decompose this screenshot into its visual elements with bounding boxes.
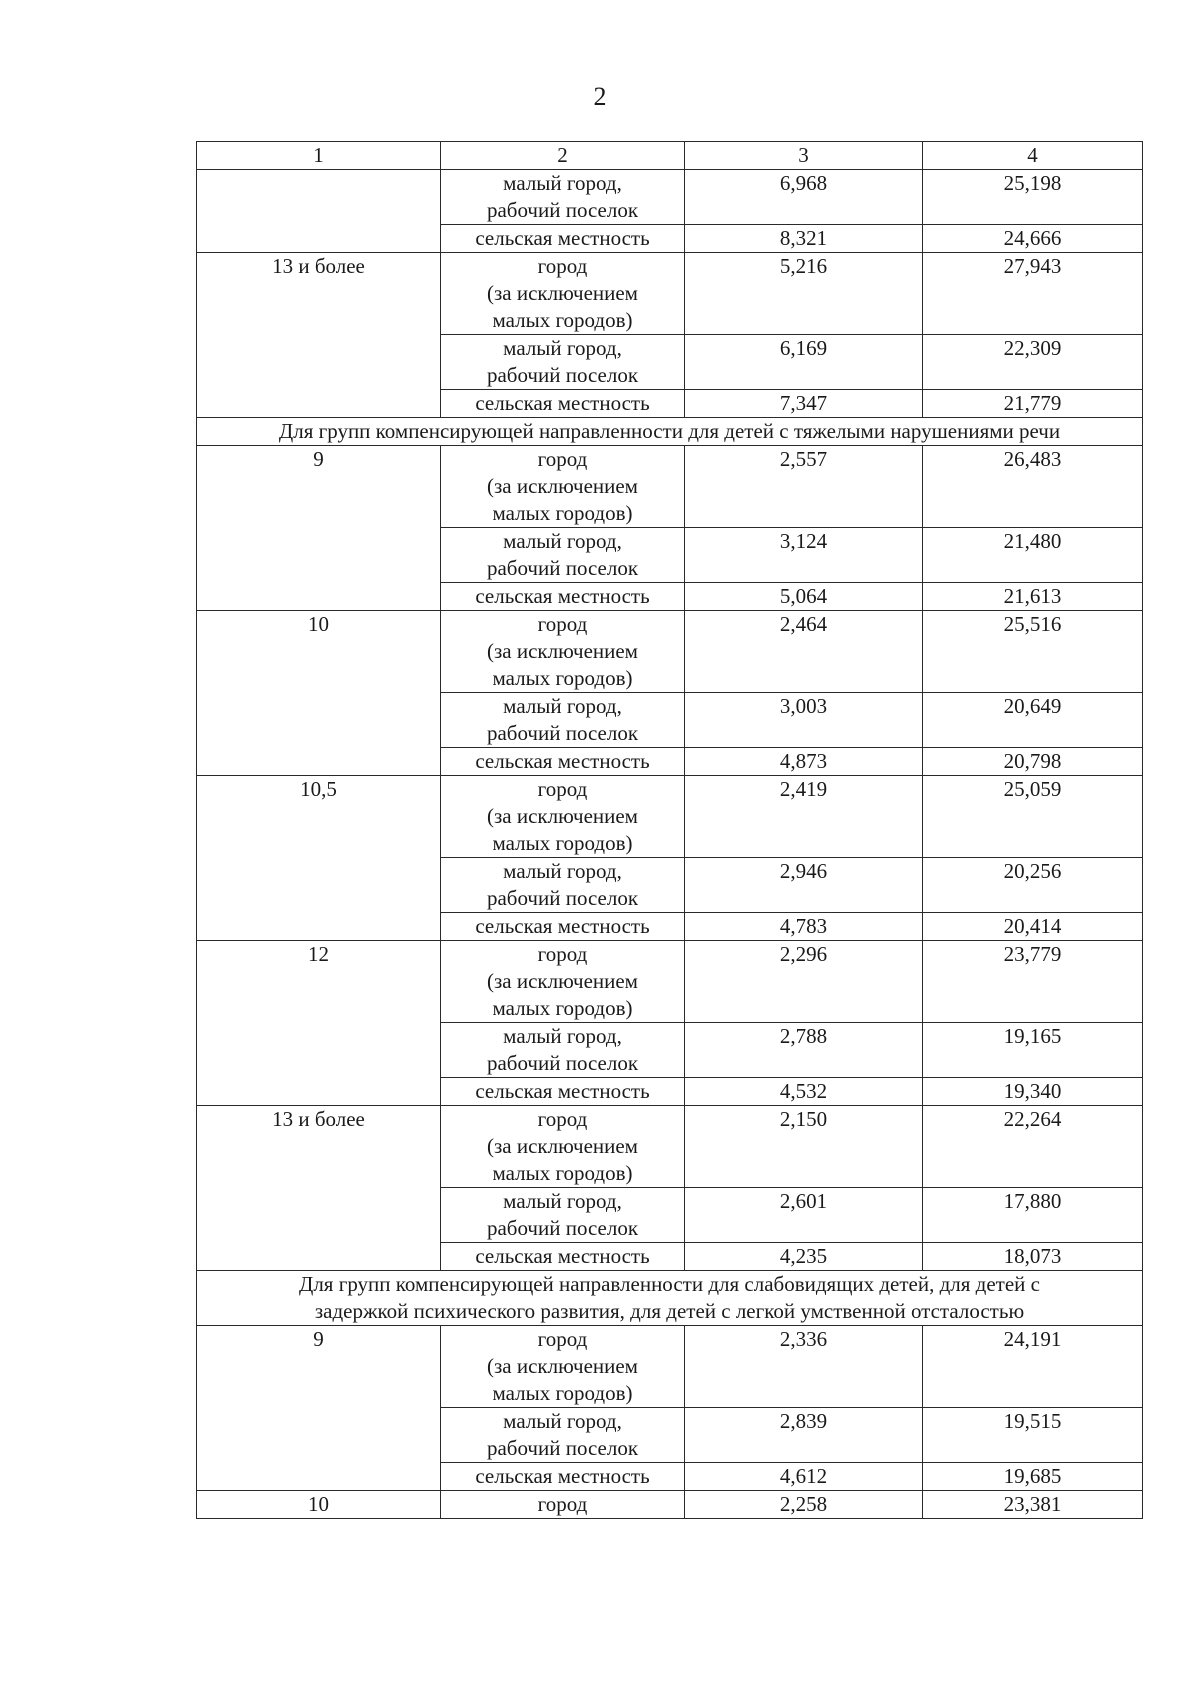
value-cell-3: 6,169 [685,335,923,390]
value-cell-3: 2,296 [685,941,923,1023]
value-cell-4: 19,165 [923,1023,1143,1078]
table-row [197,1106,1143,1188]
value-cell-4: 20,649 [923,693,1143,748]
locality-cell: город (за исключением малых городов) [441,941,685,1023]
value-cell-3: 2,150 [685,1106,923,1188]
locality-cell: сельская местность [441,1078,685,1106]
page-number: 2 [593,82,607,111]
value-cell-3: 2,601 [685,1188,923,1243]
value-cell-3: 8,321 [685,225,923,253]
value-cell-3: 2,788 [685,1023,923,1078]
value-cell-4: 21,480 [923,528,1143,583]
table-row [197,611,1143,693]
table-row [197,446,1143,528]
locality-cell: малый город, рабочий поселок [441,1188,685,1243]
value-cell-4: 22,309 [923,335,1143,390]
locality-cell: город (за исключением малых городов) [441,611,685,693]
section-row [197,418,1143,446]
table-body [197,142,1143,1519]
value-cell-3: 2,839 [685,1408,923,1463]
value-cell-3: 4,235 [685,1243,923,1271]
value-cell-4: 23,779 [923,941,1143,1023]
header-cell-1: 1 [197,142,441,170]
table-row [197,253,1143,335]
group-size-cell: 10 [197,611,441,776]
value-cell-4: 22,264 [923,1106,1143,1188]
value-cell-3: 3,124 [685,528,923,583]
locality-cell: город (за исключением малых городов) [441,253,685,335]
header-row [197,142,1143,170]
value-cell-4: 27,943 [923,253,1143,335]
value-cell-3: 2,258 [685,1491,923,1519]
locality-cell: сельская местность [441,390,685,418]
locality-cell: малый город, рабочий поселок [441,335,685,390]
value-cell-3: 4,612 [685,1463,923,1491]
locality-cell: сельская местность [441,1243,685,1271]
value-cell-3: 4,873 [685,748,923,776]
value-cell-4: 21,613 [923,583,1143,611]
value-cell-4: 25,198 [923,170,1143,225]
value-cell-4: 19,340 [923,1078,1143,1106]
value-cell-3: 4,532 [685,1078,923,1106]
value-cell-4: 17,880 [923,1188,1143,1243]
table-row [197,170,1143,225]
value-cell-3: 7,347 [685,390,923,418]
locality-cell: город (за исключением малых городов) [441,446,685,528]
locality-cell: малый город, рабочий поселок [441,528,685,583]
value-cell-4: 23,381 [923,1491,1143,1519]
value-cell-4: 20,256 [923,858,1143,913]
locality-cell: сельская местность [441,1463,685,1491]
locality-cell: город [441,1491,685,1519]
group-size-cell: 13 и более [197,253,441,418]
header-cell-2: 2 [441,142,685,170]
locality-cell: город (за исключением малых городов) [441,1106,685,1188]
group-size-cell: 9 [197,1326,441,1491]
value-cell-3: 3,003 [685,693,923,748]
value-cell-3: 5,216 [685,253,923,335]
value-cell-4: 24,191 [923,1326,1143,1408]
locality-cell: город (за исключением малых городов) [441,776,685,858]
locality-cell: малый город, рабочий поселок [441,1023,685,1078]
table-row [197,776,1143,858]
table-row [197,1326,1143,1408]
header-cell-4: 4 [923,142,1143,170]
value-cell-4: 25,516 [923,611,1143,693]
section-heading: Для групп компенсирующей направленности для детей с тяжелыми нарушениями речи [197,418,1143,446]
group-size-cell [197,170,441,253]
locality-cell: город (за исключением малых городов) [441,1326,685,1408]
group-size-cell: 12 [197,941,441,1106]
locality-cell: малый город, рабочий поселок [441,170,685,225]
value-cell-3: 2,557 [685,446,923,528]
value-cell-3: 2,464 [685,611,923,693]
section-heading: Для групп компенсирующей направленности для слабовидящих детей, для детей с задержкой психического развития, для детей с легкой умственной отсталостью [197,1271,1143,1326]
group-size-cell: 10 [197,1491,441,1519]
group-size-cell: 9 [197,446,441,611]
locality-cell: сельская местность [441,748,685,776]
value-cell-4: 19,515 [923,1408,1143,1463]
table-row [197,941,1143,1023]
value-cell-4: 20,798 [923,748,1143,776]
header-cell-3: 3 [685,142,923,170]
locality-cell: сельская местность [441,583,685,611]
locality-cell: малый город, рабочий поселок [441,858,685,913]
group-size-cell: 10,5 [197,776,441,941]
value-cell-4: 25,059 [923,776,1143,858]
locality-cell: сельская местность [441,225,685,253]
value-cell-4: 20,414 [923,913,1143,941]
value-cell-3: 6,968 [685,170,923,225]
locality-cell: малый город, рабочий поселок [441,1408,685,1463]
value-cell-3: 5,064 [685,583,923,611]
value-cell-4: 24,666 [923,225,1143,253]
value-cell-4: 18,073 [923,1243,1143,1271]
value-cell-4: 26,483 [923,446,1143,528]
value-cell-3: 2,946 [685,858,923,913]
table-row [197,1491,1143,1519]
value-cell-4: 19,685 [923,1463,1143,1491]
locality-cell: малый город, рабочий поселок [441,693,685,748]
locality-cell: сельская местность [441,913,685,941]
section-row [197,1271,1143,1326]
value-cell-3: 4,783 [685,913,923,941]
tariff-table [196,141,1143,1519]
value-cell-3: 2,336 [685,1326,923,1408]
value-cell-4: 21,779 [923,390,1143,418]
value-cell-3: 2,419 [685,776,923,858]
group-size-cell: 13 и более [197,1106,441,1271]
